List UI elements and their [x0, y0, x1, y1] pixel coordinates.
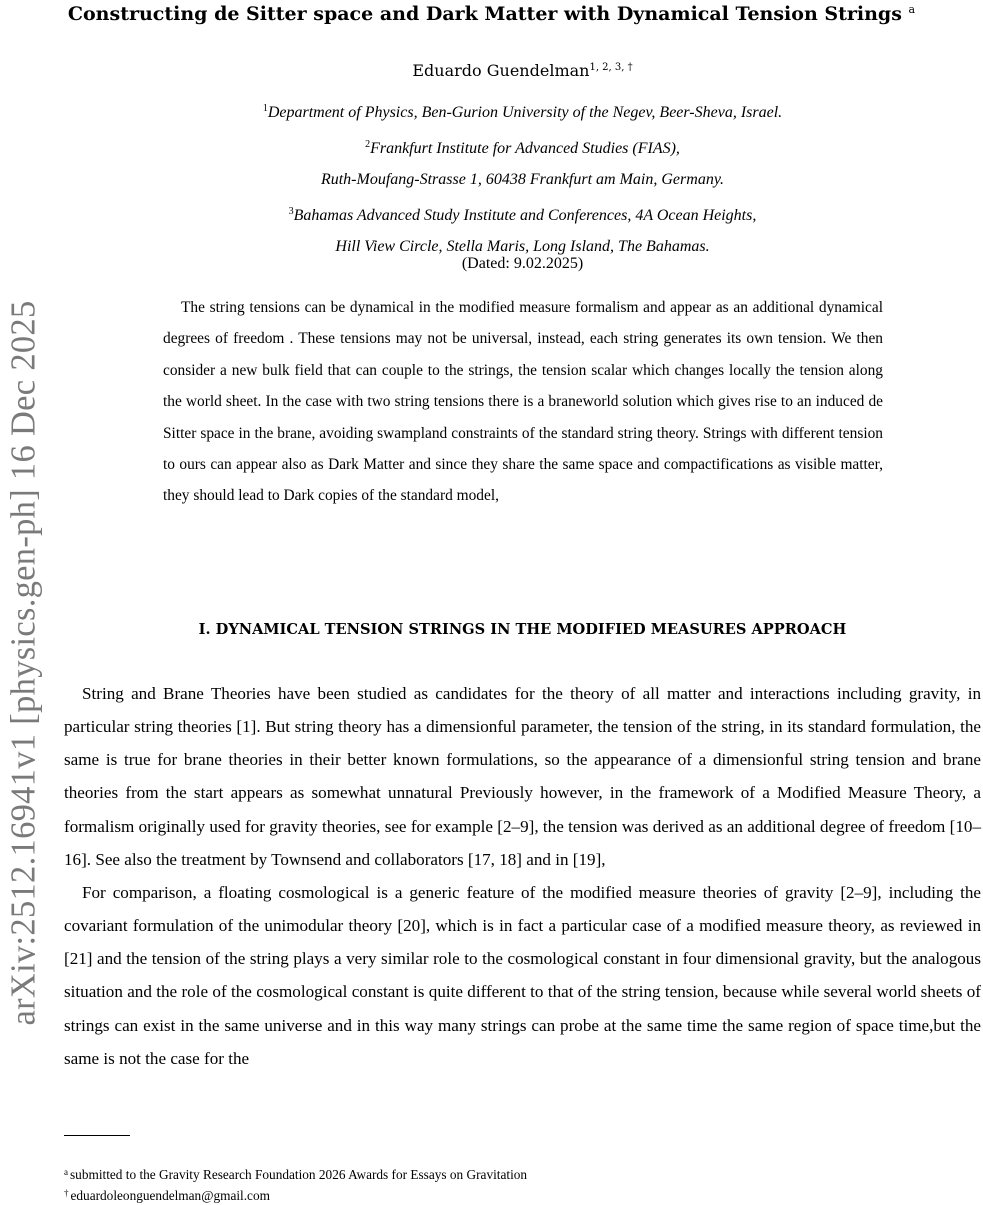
affiliation-text: Frankfurt Institute for Advanced Studies (FIAS),	[370, 139, 680, 157]
affiliation-line	[0, 129, 983, 165]
section-heading: I. DYNAMICAL TENSION STRINGS IN THE MODIFIED MEASURES APPROACH	[198, 621, 847, 638]
dated-line: (Dated: 9.02.2025)	[461, 255, 584, 272]
affiliation-mark: 3	[288, 205, 294, 217]
title-footnote-mark: a	[908, 3, 916, 16]
arxiv-identifier-text: arXiv:2512.16941v1 [physics.gen-ph] 16 Dec 2025	[4, 299, 43, 1026]
author-line	[0, 57, 983, 82]
footnote	[64, 1163, 964, 1184]
author-name: Eduardo Guendelman	[412, 61, 590, 80]
footnotes	[64, 1163, 964, 1205]
author-affiliation-marks: 1, 2, 3, †	[589, 62, 633, 73]
body-paragraph: For comparison, a floating cosmological is a generic feature of the modified measure theories of gravity [2–9], including the covariant formulation of the unimodular theory [20], which is in fact a particular case of a modified measure theory, as reviewed in [21] and the tension of the string plays a very similar role to the cosmological constant in four dimensional gravity, but the analogous situation and the role of the cosmological constant is quite different to that of the string tension, because while several world sheets of strings can exist in the same universe and in this way many strings can probe at the same time the same region of space time,but the same is not the case for the	[64, 882, 981, 1068]
footnote-mark: a	[64, 1167, 68, 1177]
affiliation-text: Department of Physics, Ben-Gurion University of the Negev, Beer-Sheva, Israel.	[267, 104, 783, 121]
affiliation-line	[0, 196, 983, 232]
affiliation-mark: 1	[262, 103, 268, 114]
footnote-divider	[64, 1135, 130, 1136]
affiliation-mark: 2	[365, 138, 371, 150]
footnote-text: submitted to the Gravity Research Foundation 2026 Awards for Essays on Gravitation	[70, 1167, 528, 1182]
affiliations	[0, 93, 983, 263]
footnote-mark: †	[64, 1188, 69, 1198]
paper-title	[0, 0, 983, 26]
body-paragraph: String and Brane Theories have been studied as candidates for the theory of all matter and interactions including gravity, in particular string theories [1]. But string theory has a dimensionful parameter, the tension of the string, in its standard formulation, the same is true for brane theories in their better known formulations, so the appearance of a dimensionful string tension and brane theories from the start appears as somewhat unnatural Previously however, in the framework of a Modified Measure Theory, a formalism originally used for gravity theories, see for example [2–9], the tension was derived as an additional degree of freedom [10–16]. See also the treatment by Townsend and collaborators [17, 18] and in [19],	[64, 684, 981, 869]
footnote-email: eduardoleonguendelman@gmail.com	[70, 1188, 270, 1203]
affiliation-line	[0, 164, 983, 196]
footnote	[64, 1184, 964, 1205]
affiliation-text: Hill View Circle, Stella Maris, Long Island, The Bahamas.	[335, 238, 710, 255]
paper-title-text: Constructing de Sitter space and Dark Matter with Dynamical Tension Strings	[67, 3, 902, 25]
affiliation-text: Bahamas Advanced Study Institute and Conferences, 4A Ocean Heights,	[293, 206, 757, 224]
affiliation-text: Ruth-Moufang-Strasse 1, 60438 Frankfurt am Main, Germany.	[320, 171, 725, 188]
body-text	[64, 677, 981, 1075]
arxiv-identifier-stamp	[0, 285, 48, 1040]
affiliation-line	[0, 93, 983, 129]
abstract: The string tensions can be dynamical in the modified measure formalism and appear as an additional dynamical degrees of freedom . These tensions may not be universal, instead, each string generates its own tension. We then consider a new bulk field that can couple to the strings, the tension scalar which changes locally the tension along the world sheet. In the case with two string tensions there is a braneworld solution which gives rise to an induced de Sitter space in the brane, avoiding swampland constraints of the standard string theory. Strings with different tension to ours can appear also as Dark Matter and since they share the same space and compactifications as visible matter, they should lead to Dark copies of the standard model,	[163, 299, 883, 505]
